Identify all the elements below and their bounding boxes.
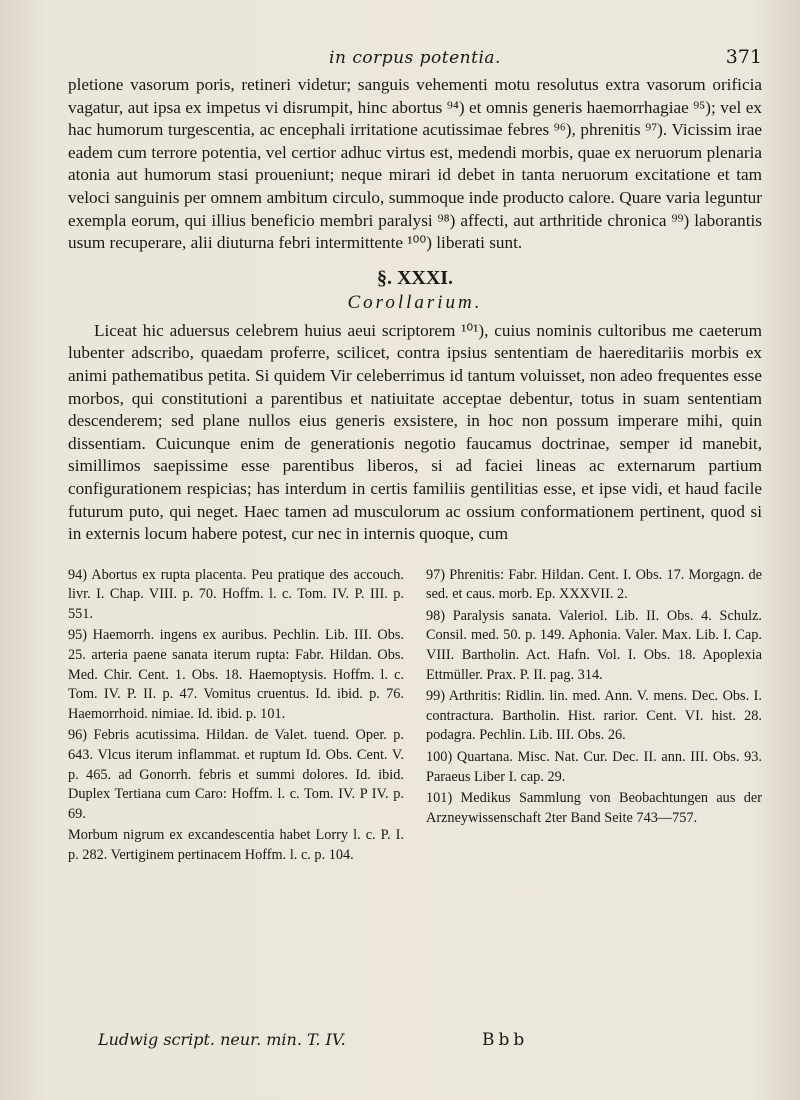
section-heading: §. XXXI.: [376, 266, 454, 289]
footnote: 96) Febris acutissima. Hildan. de Valet. tuend. Oper. p. 643. Vlcus iterum inflammat. et ruptum Id. Obs. Cent. V. p. 465. ad Gonorrh. febris et summi dolores. Id. ibid. Duplex Tertiana cum Caro: Hoffm. l. c. Tom. IV. P IV. p. 69.: [68, 727, 404, 822]
footnote: 95) Haemorrh. ingens ex auribus. Pechlin. Lib. III. Obs. 25. arteria paene sanata iterum rupta: Fabr. Hildan. Obs. Med. Chir. Cent. 1. Obs. 18. Haemoptysis. Hoffm. l. c. Tom. IV. P. II. p. 47. Vomitus cruentus. Id. ibid. p. 76. Haemorrhoid. nimiae. Id. ibid. p. 101.: [68, 627, 404, 722]
footnotes-right-column: [426, 566, 762, 868]
footnotes: [68, 566, 762, 868]
paragraph: Liceat hic aduersus celebrem huius aeui scriptorem ¹⁰¹), cuius nominis cultoribus me caeterum lubenter adscribo, quaedam proferre, scilicet, contra ipsius sententiam de haereditariis morbis ex animi pathematibus petita. Si quidem Vir celeberrimus id tantum voluisset, non adeo frequentes esse morbos, qui constitutioni a parentibus et natiuitate acceptae debentur, totus in suam sententiam descenderem; sed plane nullos eius generis exsistere, in hoc non possum imperare mihi, quin dissentiam. Cuicunque enim de generationis negotio faucamus doctrinae, semper id manebit, simillimos saepissime esse parentibus liberos, si ad faciei lineas ac externarum partium configurationem respicias; has interdum in certis familiis gentilitias esse, et ipse vidi, et haud facile futurum puto, qui neget. Haec tamen ad musculorum ac ossium conformationem pertinent, quod si in externis locum habere potest, cur nec in internis quoque, cum: [68, 320, 762, 544]
page-number: 371: [725, 46, 762, 68]
footer-signature: Ludwig script. neur. min. T. IV.: [98, 1030, 346, 1049]
footnote: 97) Phrenitis: Fabr. Hildan. Cent. I. Obs. 17. Morgagn. de sed. et caus. morb. Ep. XXXVII. 2.: [426, 566, 762, 603]
running-head: [68, 40, 762, 74]
corollary-heading: Corollarium.: [347, 291, 483, 313]
main-text: [68, 74, 762, 546]
footnote: 98) Paralysis sanata. Valeriol. Lib. II. Obs. 4. Schulz. Consil. med. 50. p. 149. Aphonia. Valer. Max. Lib. I. Cap. VIII. Bartholin. Act. Hafn. Vol. I. Obs. 18. Apoplexia Ettmüller. Prax. P. II. pag. 314.: [426, 607, 762, 683]
footnote: 100) Quartana. Misc. Nat. Cur. Dec. II. ann. III. Obs. 93. Paraeus Liber I. cap. 29.: [426, 749, 762, 785]
signature-mark: Bbb: [482, 1030, 529, 1050]
footnote: 94) Abortus ex rupta placenta. Peu pratique des accouch. livr. I. Chap. VIII. p. 70. Hoffm. l. c. Tom. IV. P. III. p. 551.: [68, 566, 404, 622]
footnote: 99) Arthritis: Ridlin. lin. med. Ann. V. mens. Dec. Obs. I. contractura. Bartholin. Hist. rarior. Cent. VI. hist. 28. podagra. Pechlin. Lib. III. Obs. 26.: [426, 688, 762, 744]
footnote: 101) Medikus Sammlung von Beobachtungen aus der Arzneywissenschaft 2ter Band Seite 743—757.: [426, 790, 762, 826]
paragraph: pletione vasorum poris, retineri videtur; sanguis vehementi motu resolutus extra vasorum orificia vagatur, aut ipsa ex impetus vi disrumpit, hinc abortus ⁹⁴) et omnis generis haemorrhagiae ⁹⁵); vel ex hac humorum turgescentia, ac encephali irritatione acutissimae febres ⁹⁶), phrenitis ⁹⁷). Vicissim irae eadem cum terrore potentia, vel certior adhuc virtus est, medendi morbis, quae ex neruorum plenaria atonia aut humorum stasi proueniunt; neque mirari id debet in tanta neruorum excitatione et tam veloci sanguinis per omnem ambitum circulo, summoque inde producto calore. Quare varia leguntur exempla eorum, qui illius beneficio membri paralysi ⁹⁸) affecti, aut arthritide chronica ⁹⁹) laborantis usum recuperare, alii diuturna febri intermittente ¹⁰⁰) liberati sunt.: [68, 75, 762, 253]
page-footer: [98, 1030, 762, 1054]
running-title: in corpus potentia.: [329, 48, 501, 68]
footnotes-left-column: [68, 566, 404, 868]
footnote: Morbum nigrum ex excandescentia habet Lorry l. c. P. I. p. 282. Vertiginem pertinacem Hoffm. l. c. p. 104.: [68, 827, 404, 863]
